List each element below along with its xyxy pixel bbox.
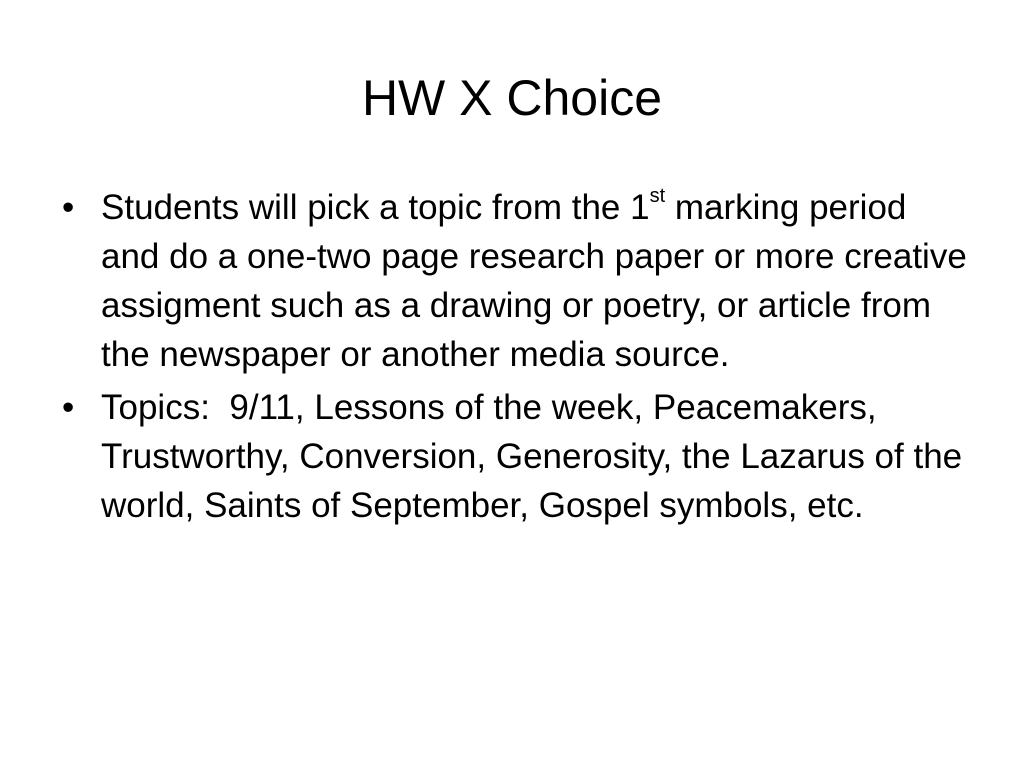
bullet-list (62, 183, 972, 534)
bullet-item-topics (62, 383, 972, 530)
slide-title: HW X Choice (361, 70, 663, 126)
ordinal-superscript: st (649, 185, 666, 208)
bullet-icon: • (62, 388, 75, 427)
bullet-text-topics: Topics: 9/11, Lessons of the week, Peacemakers, Trustworthy, Conversion, Generosity, the Lazarus of the world, Saints of September, Gospel symbols, etc. (101, 388, 972, 525)
bullet-item-assignment (62, 183, 967, 379)
bullet-icon: • (62, 188, 75, 227)
bullet-text-assignment (101, 185, 967, 374)
bullet-text-part: Students will pick a topic from the 1 (101, 188, 650, 227)
bullet-text-part: marking period and do a one-two page research paper or more creative assigment such as a drawing or poetry, or article from the newspaper or another media source. (101, 188, 967, 374)
